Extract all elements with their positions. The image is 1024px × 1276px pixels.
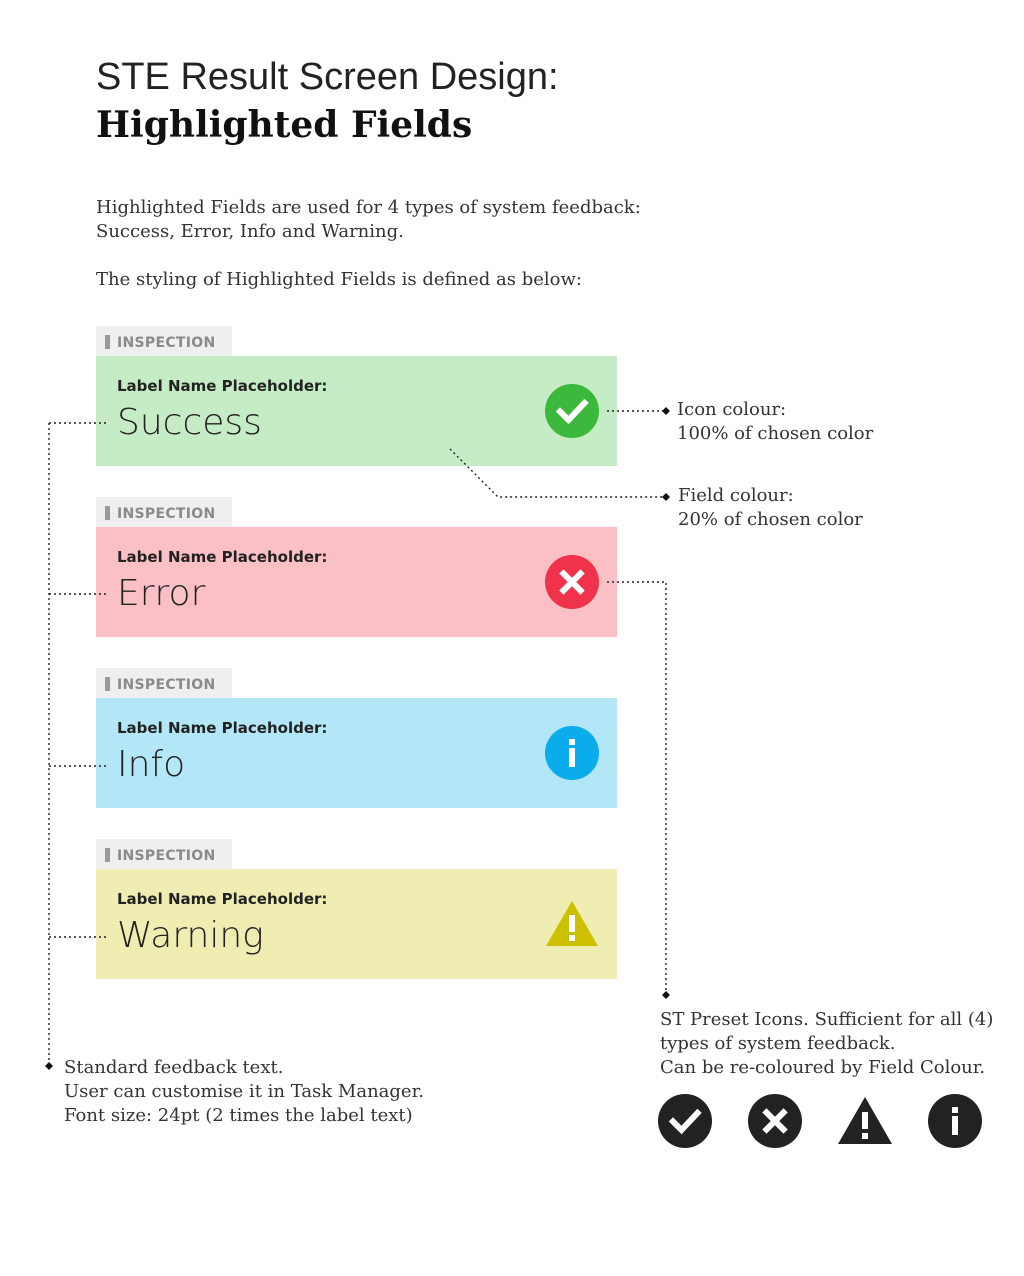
- field-label: Label Name Placeholder:: [117, 890, 328, 908]
- feedback-text-note-line2: User can customise it in Task Manager.: [64, 1081, 424, 1102]
- feedback-text-note-line1: Standard feedback text.: [64, 1057, 284, 1078]
- connector-end-marker: [662, 407, 670, 415]
- preset-icons-note-line2: types of system feedback.: [660, 1033, 896, 1054]
- tab-label: INSPECTION: [117, 335, 216, 351]
- tab-label: INSPECTION: [117, 677, 216, 693]
- icon-colour-note-line1: Icon colour:: [677, 399, 787, 420]
- field-label: Label Name Placeholder:: [117, 377, 328, 395]
- page-title-line2: Highlighted Fields: [96, 104, 473, 146]
- field-label: Label Name Placeholder:: [117, 548, 328, 566]
- intro-text-line1: Highlighted Fields are used for 4 types of system feedback:: [96, 197, 641, 218]
- field-colour-note-line1: Field colour:: [678, 485, 794, 506]
- field-label: Label Name Placeholder:: [117, 719, 328, 737]
- preset-icons-note-line3: Can be re-coloured by Field Colour.: [660, 1057, 986, 1078]
- field-value: Info: [117, 744, 186, 785]
- icon-colour-note-line2: 100% of chosen color: [677, 423, 874, 444]
- connector-end-marker: [662, 991, 670, 999]
- tab-label: INSPECTION: [117, 848, 216, 864]
- preset-icons-note-line1: ST Preset Icons. Sufficient for all (4): [660, 1009, 994, 1030]
- field-colour-connector: [450, 449, 666, 497]
- feedback-text-note-line3: Font size: 24pt (2 times the label text): [64, 1105, 413, 1126]
- field-value: Error: [117, 573, 206, 614]
- field-value: Success: [117, 402, 262, 443]
- preset-close-icon: [747, 1093, 803, 1149]
- intro-text-styling: The styling of Highlighted Fields is defined as below:: [96, 269, 582, 290]
- preset-info-icon: [927, 1093, 983, 1149]
- connector-end-marker: [662, 493, 670, 501]
- preset-check-icon: [657, 1093, 713, 1149]
- field-value: Warning: [117, 915, 264, 956]
- page-title-line1: STE Result Screen Design:: [96, 56, 559, 98]
- preset-icons-connector: [607, 582, 666, 995]
- intro-text-line2: Success, Error, Info and Warning.: [96, 221, 404, 242]
- tab-label: INSPECTION: [117, 506, 216, 522]
- connector-end-marker: [45, 1062, 53, 1070]
- field-colour-note-line2: 20% of chosen color: [678, 509, 863, 530]
- preset-warning-icon: [837, 1093, 893, 1149]
